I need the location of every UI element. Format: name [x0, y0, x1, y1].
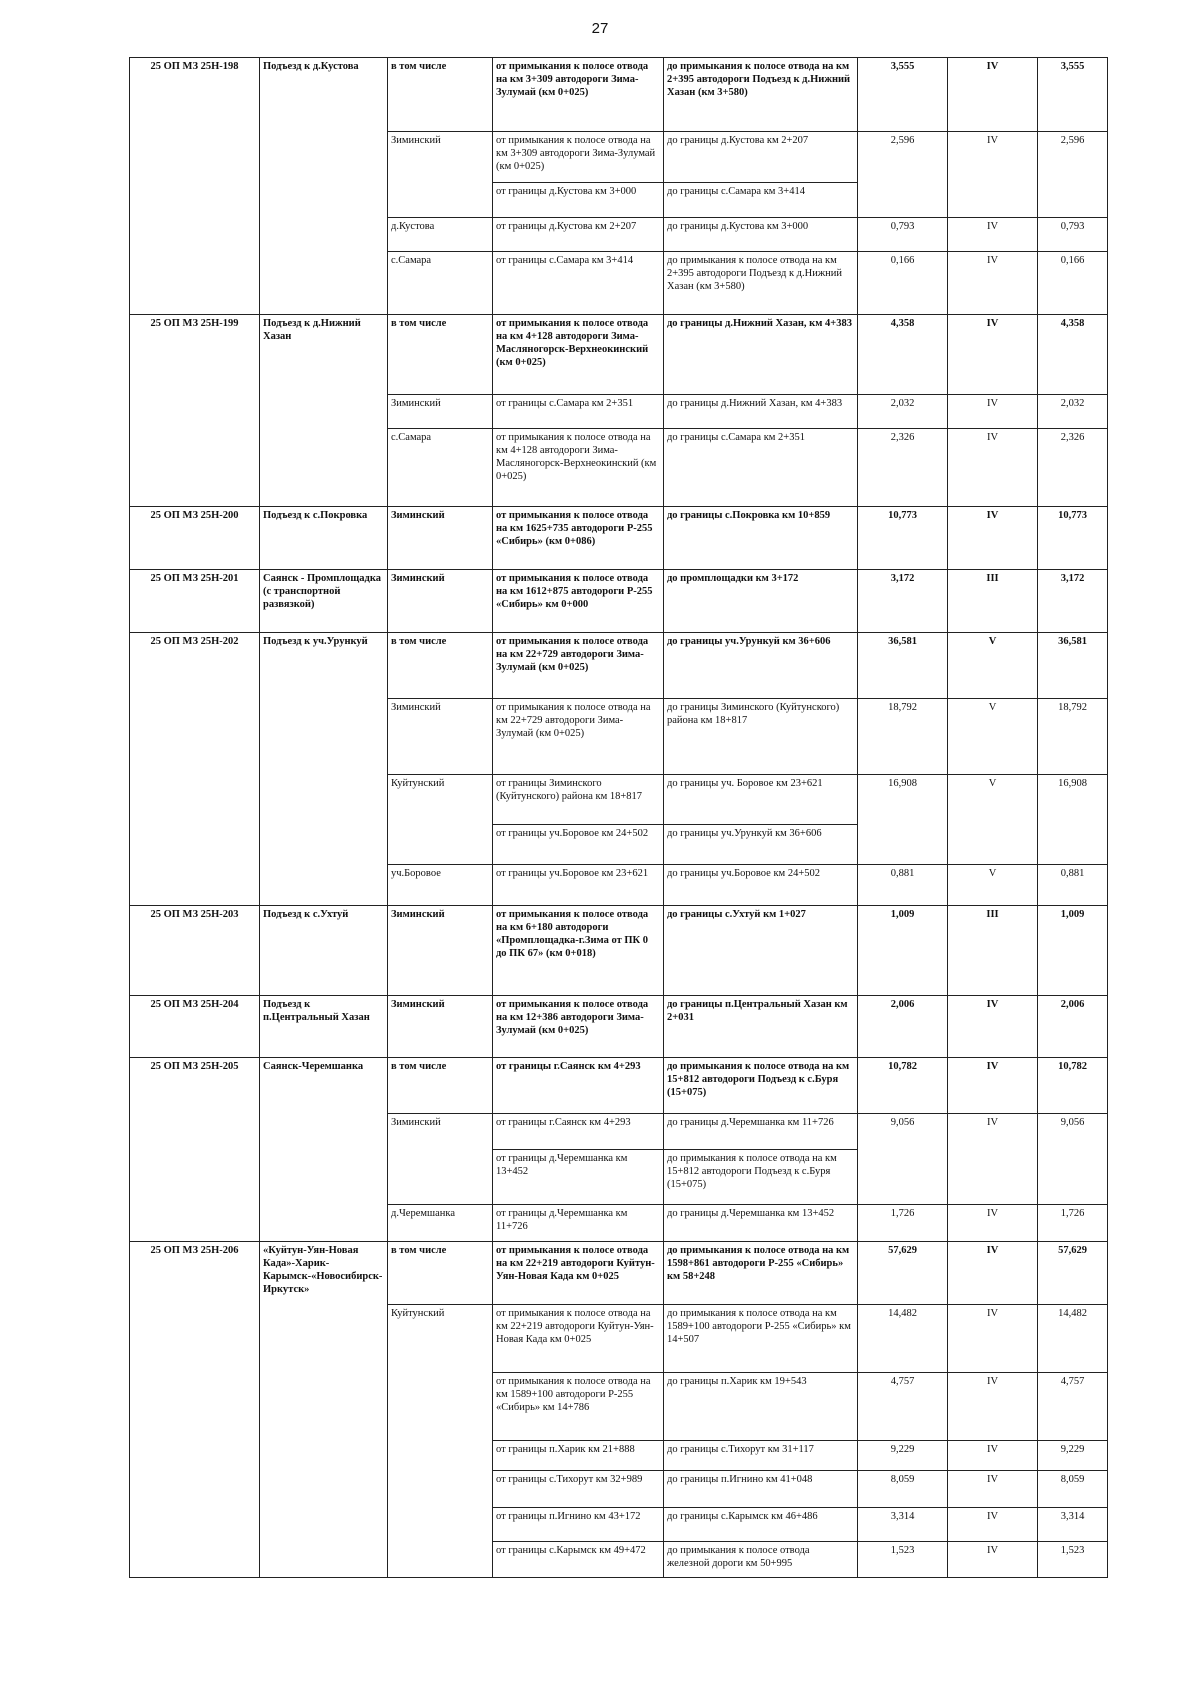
area-cell: в том числе	[388, 1242, 493, 1305]
category-cell: IV	[948, 1373, 1038, 1441]
to-cell: до границы п.Харик км 19+543	[664, 1373, 858, 1441]
category-cell: IV	[948, 58, 1038, 132]
total-cell: 16,908	[1038, 775, 1108, 865]
to-cell: до границы д.Черемшанка км 11+726	[664, 1114, 858, 1150]
category-cell: IV	[948, 1305, 1038, 1373]
area-cell: в том числе	[388, 633, 493, 699]
total-cell: 2,032	[1038, 395, 1108, 429]
category-cell: IV	[948, 1242, 1038, 1305]
area-cell: в том числе	[388, 58, 493, 132]
category-cell: IV	[948, 1508, 1038, 1542]
area-cell: уч.Боровое	[388, 865, 493, 906]
from-cell: от примыкания к полосе отвода на км 12+386 автодороги Зима-Зулумай (км 0+025)	[493, 996, 664, 1058]
total-cell: 1,726	[1038, 1205, 1108, 1242]
table-row	[130, 507, 1108, 570]
total-cell: 57,629	[1038, 1242, 1108, 1305]
table-row	[130, 633, 1108, 699]
from-cell: от примыкания к полосе отвода на км 22+219 автодороги Куйтун-Уян-Новая Када км 0+025	[493, 1305, 664, 1373]
to-cell: до границы с.Покровка км 10+859	[664, 507, 858, 570]
length-cell: 2,596	[858, 132, 948, 218]
to-cell: до границы с.Самара км 3+414	[664, 183, 858, 218]
from-cell: от примыкания к полосе отвода на км 1589+100 автодороги Р-255 «Сибирь» км 14+786	[493, 1373, 664, 1441]
road-name: Подъезд к с.Покровка	[260, 507, 388, 570]
road-name: Саянск-Черемшанка	[260, 1058, 388, 1242]
category-cell: IV	[948, 315, 1038, 395]
to-cell: до границы уч. Боровое км 23+621	[664, 775, 858, 825]
page-number: 27	[591, 20, 609, 37]
length-cell: 1,726	[858, 1205, 948, 1242]
from-cell: от примыкания к полосе отвода на км 1612+875 автодороги Р-255 «Сибирь» км 0+000	[493, 570, 664, 633]
to-cell: до границы д.Нижний Хазан, км 4+383	[664, 395, 858, 429]
length-cell: 0,793	[858, 218, 948, 252]
road-code: 25 ОП МЗ 25Н-200	[130, 507, 260, 570]
road-code: 25 ОП МЗ 25Н-205	[130, 1058, 260, 1242]
to-cell: до промплощадки км 3+172	[664, 570, 858, 633]
length-cell: 3,172	[858, 570, 948, 633]
from-cell: от примыкания к полосе отвода на км 22+729 автодороги Зима-Зулумай (км 0+025)	[493, 633, 664, 699]
area-cell: в том числе	[388, 1058, 493, 1114]
road-code: 25 ОП МЗ 25Н-201	[130, 570, 260, 633]
length-cell: 36,581	[858, 633, 948, 699]
total-cell: 1,523	[1038, 1542, 1108, 1578]
total-cell: 2,006	[1038, 996, 1108, 1058]
length-cell: 3,555	[858, 58, 948, 132]
to-cell: до границы д.Черемшанка км 13+452	[664, 1205, 858, 1242]
category-cell: V	[948, 633, 1038, 699]
from-cell: от примыкания к полосе отвода на км 22+219 автодороги Куйтун-Уян-Новая Када км 0+025	[493, 1242, 664, 1305]
from-cell: от границы уч.Боровое км 24+502	[493, 825, 664, 865]
road-name: Саянск - Промплощадка (с транспортной развязкой)	[260, 570, 388, 633]
area-cell: Зиминский	[388, 507, 493, 570]
category-cell: III	[948, 570, 1038, 633]
from-cell: от границы с.Самара км 3+414	[493, 252, 664, 315]
area-cell: Зиминский	[388, 906, 493, 996]
area-cell: с.Самара	[388, 429, 493, 507]
area-cell: с.Самара	[388, 252, 493, 315]
area-cell: Зиминский	[388, 1114, 493, 1205]
total-cell: 3,555	[1038, 58, 1108, 132]
table-row	[130, 996, 1108, 1058]
area-cell: Куйтунский	[388, 1305, 493, 1578]
to-cell: до примыкания к полосе отвода на км 1598+861 автодороги Р-255 «Сибирь» км 58+248	[664, 1242, 858, 1305]
from-cell: от границы с.Карымск км 49+472	[493, 1542, 664, 1578]
length-cell: 10,773	[858, 507, 948, 570]
road-name: Подъезд к п.Центральный Хазан	[260, 996, 388, 1058]
road-code: 25 ОП МЗ 25Н-202	[130, 633, 260, 906]
category-cell: IV	[948, 1471, 1038, 1508]
category-cell: IV	[948, 132, 1038, 218]
road-code: 25 ОП МЗ 25Н-199	[130, 315, 260, 507]
from-cell: от примыкания к полосе отвода на км 6+180 автодороги «Промплощадка-г.Зима от ПК 0 до ПК 67» (км 0+018)	[493, 906, 664, 996]
category-cell: IV	[948, 218, 1038, 252]
from-cell: от границы д.Кустова км 3+000	[493, 183, 664, 218]
to-cell: до границы уч.Урункуй км 36+606	[664, 825, 858, 865]
table-row	[130, 58, 1108, 132]
to-cell: до границы с.Тихорут км 31+117	[664, 1441, 858, 1471]
area-cell: Зиминский	[388, 132, 493, 218]
category-cell: IV	[948, 1441, 1038, 1471]
from-cell: от примыкания к полосе отвода на км 4+128 автодороги Зима-Масляногорск-Верхнеокинский (км 0+025)	[493, 429, 664, 507]
to-cell: до примыкания к полосе отвода на км 15+812 автодороги Подъезд к с.Буря (15+075)	[664, 1150, 858, 1205]
area-cell: Зиминский	[388, 570, 493, 633]
table-row	[130, 1058, 1108, 1114]
category-cell: IV	[948, 507, 1038, 570]
roads-table-wrapper	[129, 57, 1107, 1578]
to-cell: до границы д.Кустова км 2+207	[664, 132, 858, 183]
total-cell: 4,358	[1038, 315, 1108, 395]
to-cell: до примыкания к полосе отвода железной дороги км 50+995	[664, 1542, 858, 1578]
roads-table-body	[130, 58, 1108, 1578]
length-cell: 0,881	[858, 865, 948, 906]
category-cell: IV	[948, 429, 1038, 507]
area-cell: д.Черемшанка	[388, 1205, 493, 1242]
from-cell: от примыкания к полосе отвода на км 22+729 автодороги Зима-Зулумай (км 0+025)	[493, 699, 664, 775]
road-code: 25 ОП МЗ 25Н-204	[130, 996, 260, 1058]
to-cell: до границы д.Кустова км 3+000	[664, 218, 858, 252]
road-name: «Куйтун-Уян-Новая Када»-Харик-Карымск-«Новосибирск-Иркутск»	[260, 1242, 388, 1578]
category-cell: IV	[948, 1114, 1038, 1205]
category-cell: V	[948, 699, 1038, 775]
area-cell: Зиминский	[388, 996, 493, 1058]
total-cell: 10,773	[1038, 507, 1108, 570]
category-cell: IV	[948, 252, 1038, 315]
to-cell: до границы уч.Урункуй км 36+606	[664, 633, 858, 699]
category-cell: IV	[948, 1205, 1038, 1242]
area-cell: Куйтунский	[388, 775, 493, 865]
table-row	[130, 570, 1108, 633]
category-cell: III	[948, 906, 1038, 996]
area-cell: д.Кустова	[388, 218, 493, 252]
total-cell: 36,581	[1038, 633, 1108, 699]
from-cell: от примыкания к полосе отвода на км 4+128 автодороги Зима-Масляногорск-Верхнеокинский (км 0+025)	[493, 315, 664, 395]
area-cell: в том числе	[388, 315, 493, 395]
to-cell: до примыкания к полосе отвода на км 1589+100 автодороги Р-255 «Сибирь» км 14+507	[664, 1305, 858, 1373]
area-cell: Зиминский	[388, 395, 493, 429]
total-cell: 18,792	[1038, 699, 1108, 775]
road-code: 25 ОП МЗ 25Н-198	[130, 58, 260, 315]
to-cell: до границы д.Нижний Хазан, км 4+383	[664, 315, 858, 395]
to-cell: до примыкания к полосе отвода на км 2+395 автодороги Подъезд к д.Нижний Хазан (км 3+580)	[664, 252, 858, 315]
from-cell: от границы уч.Боровое км 23+621	[493, 865, 664, 906]
to-cell: до границы с.Карымск км 46+486	[664, 1508, 858, 1542]
from-cell: от примыкания к полосе отвода на км 3+309 автодороги Зима-Зулумай (км 0+025)	[493, 58, 664, 132]
from-cell: от границы г.Саянск км 4+293	[493, 1114, 664, 1150]
table-row	[130, 906, 1108, 996]
total-cell: 3,172	[1038, 570, 1108, 633]
length-cell: 9,056	[858, 1114, 948, 1205]
category-cell: IV	[948, 996, 1038, 1058]
from-cell: от границы с.Тихорут км 32+989	[493, 1471, 664, 1508]
from-cell: от границы п.Харик км 21+888	[493, 1441, 664, 1471]
to-cell: до границы уч.Боровое км 24+502	[664, 865, 858, 906]
total-cell: 10,782	[1038, 1058, 1108, 1114]
from-cell: от границы с.Самара км 2+351	[493, 395, 664, 429]
length-cell: 8,059	[858, 1471, 948, 1508]
from-cell: от примыкания к полосе отвода на км 1625+735 автодороги Р-255 «Сибирь» (км 0+086)	[493, 507, 664, 570]
total-cell: 1,009	[1038, 906, 1108, 996]
road-name: Подъезд к с.Ухтуй	[260, 906, 388, 996]
to-cell: до примыкания к полосе отвода на км 2+395 автодороги Подъезд к д.Нижний Хазан (км 3+580)	[664, 58, 858, 132]
category-cell: IV	[948, 1542, 1038, 1578]
from-cell: от границы Зиминского (Куйтунского) района км 18+817	[493, 775, 664, 825]
length-cell: 2,006	[858, 996, 948, 1058]
total-cell: 9,229	[1038, 1441, 1108, 1471]
to-cell: до границы п.Игнино км 41+048	[664, 1471, 858, 1508]
total-cell: 3,314	[1038, 1508, 1108, 1542]
category-cell: IV	[948, 395, 1038, 429]
length-cell: 16,908	[858, 775, 948, 865]
category-cell: V	[948, 775, 1038, 865]
length-cell: 1,523	[858, 1542, 948, 1578]
length-cell: 18,792	[858, 699, 948, 775]
from-cell: от границы д.Кустова км 2+207	[493, 218, 664, 252]
to-cell: до примыкания к полосе отвода на км 15+812 автодороги Подъезд к с.Буря (15+075)	[664, 1058, 858, 1114]
to-cell: до границы п.Центральный Хазан км 2+031	[664, 996, 858, 1058]
to-cell: до границы Зиминского (Куйтунского) района км 18+817	[664, 699, 858, 775]
length-cell: 1,009	[858, 906, 948, 996]
road-name: Подъезд к д.Кустова	[260, 58, 388, 315]
road-code: 25 ОП МЗ 25Н-206	[130, 1242, 260, 1578]
length-cell: 2,032	[858, 395, 948, 429]
road-code: 25 ОП МЗ 25Н-203	[130, 906, 260, 996]
length-cell: 0,166	[858, 252, 948, 315]
total-cell: 14,482	[1038, 1305, 1108, 1373]
total-cell: 2,596	[1038, 132, 1108, 218]
total-cell: 0,166	[1038, 252, 1108, 315]
from-cell: от границы г.Саянск км 4+293	[493, 1058, 664, 1114]
total-cell: 8,059	[1038, 1471, 1108, 1508]
length-cell: 4,358	[858, 315, 948, 395]
length-cell: 3,314	[858, 1508, 948, 1542]
length-cell: 4,757	[858, 1373, 948, 1441]
from-cell: от примыкания к полосе отвода на км 3+309 автодороги Зима-Зулумай (км 0+025)	[493, 132, 664, 183]
total-cell: 0,793	[1038, 218, 1108, 252]
length-cell: 57,629	[858, 1242, 948, 1305]
category-cell: V	[948, 865, 1038, 906]
category-cell: IV	[948, 1058, 1038, 1114]
table-row	[130, 1242, 1108, 1305]
length-cell: 10,782	[858, 1058, 948, 1114]
total-cell: 4,757	[1038, 1373, 1108, 1441]
road-name: Подъезд к д.Нижний Хазан	[260, 315, 388, 507]
from-cell: от границы д.Черемшанка км 11+726	[493, 1205, 664, 1242]
roads-table	[129, 57, 1108, 1578]
area-cell: Зиминский	[388, 699, 493, 775]
total-cell: 2,326	[1038, 429, 1108, 507]
table-row	[130, 315, 1108, 395]
length-cell: 14,482	[858, 1305, 948, 1373]
total-cell: 0,881	[1038, 865, 1108, 906]
to-cell: до границы с.Ухтуй км 1+027	[664, 906, 858, 996]
total-cell: 9,056	[1038, 1114, 1108, 1205]
from-cell: от границы д.Черемшанка км 13+452	[493, 1150, 664, 1205]
length-cell: 2,326	[858, 429, 948, 507]
from-cell: от границы п.Игнино км 43+172	[493, 1508, 664, 1542]
to-cell: до границы с.Самара км 2+351	[664, 429, 858, 507]
road-name: Подъезд к уч.Урункуй	[260, 633, 388, 906]
length-cell: 9,229	[858, 1441, 948, 1471]
